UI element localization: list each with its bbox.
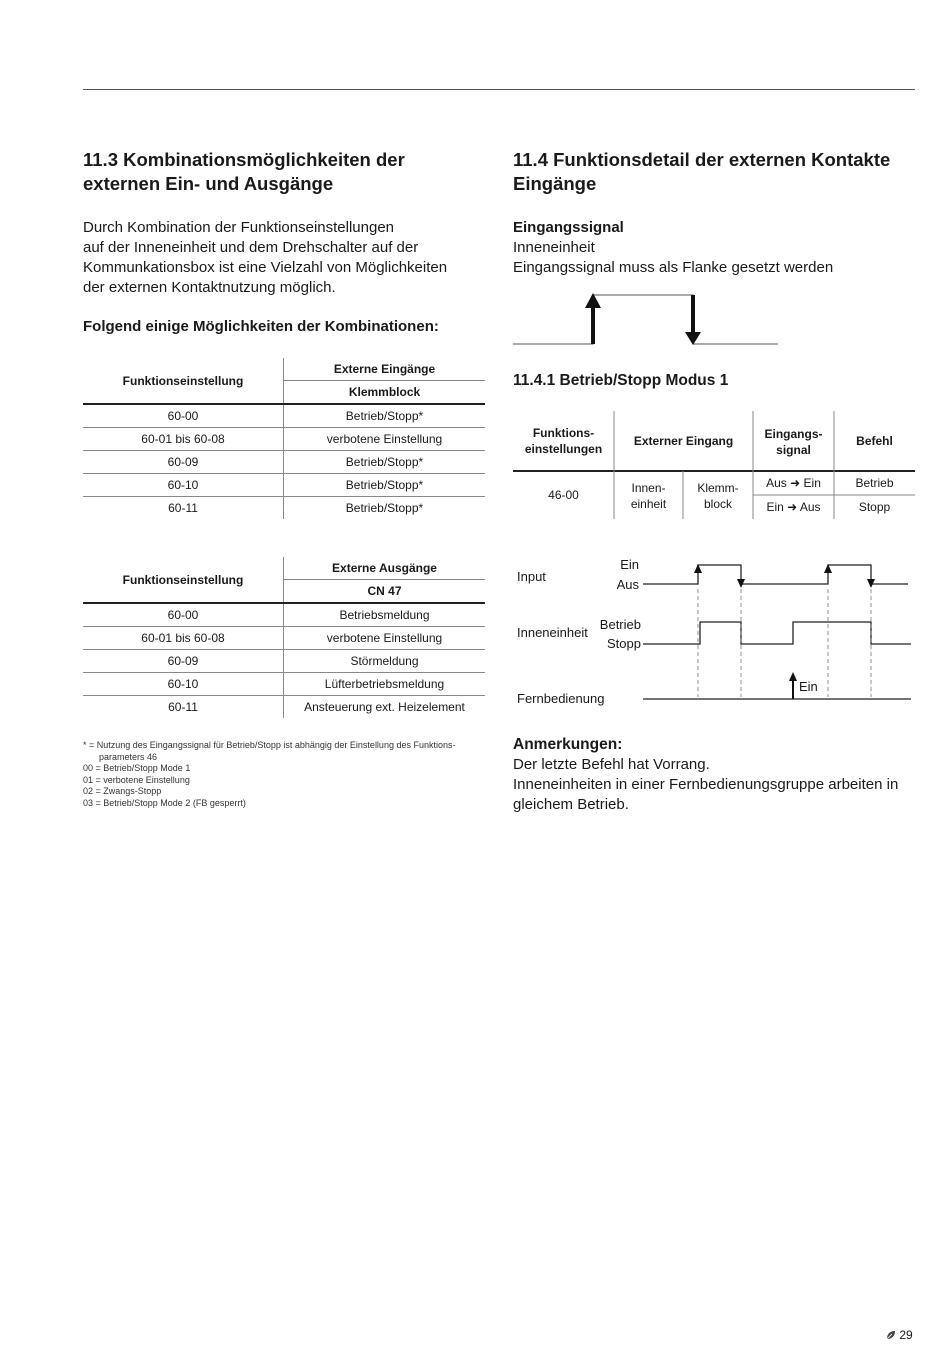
signal-aus-ein: Aus ➜ Ein <box>766 476 821 490</box>
table-row: 60-00 Betriebsmeldung <box>83 603 485 627</box>
remote-ein-label: Ein <box>799 679 818 694</box>
header-befehl: Befehl <box>856 434 893 448</box>
table-row: 60-09 Störmeldung <box>83 650 485 673</box>
section-heading-11-4: 11.4 Funktionsdetail der externen Kontakte Eingänge <box>513 149 891 194</box>
table-row: 60-01 bis 60-08 verbotene Einstellung <box>83 428 485 451</box>
header-extern: Externer Eingang <box>633 434 734 448</box>
arrow-right-icon: ➜ <box>790 476 801 490</box>
section-heading-11-3: 11.3 Kombinationsmöglichkeiten der externen Ein- und Ausgänge <box>83 149 405 194</box>
unit-label: Inneneinheit <box>517 625 588 640</box>
right-column <box>513 148 915 278</box>
outputs-col2-subheader: CN 47 <box>284 580 486 604</box>
signal-description: Eingangssignal Inneneinheit Eingangssignal muss als Flanke gesetzt werden <box>513 218 915 278</box>
timing-diagram <box>513 553 915 713</box>
left-column <box>83 148 485 810</box>
klemm-cell: Klemm- block <box>697 481 739 511</box>
down-arrow-icon <box>685 332 701 345</box>
outputs-table <box>83 557 485 718</box>
table-row: 60-01 bis 60-08 verbotene Einstellung <box>83 627 485 650</box>
arrow-right-icon: ➜ <box>787 500 798 514</box>
inputs-col2-subheader: Klemmblock <box>284 381 486 405</box>
betrieb-label: Betrieb <box>599 617 641 632</box>
cmd-betrieb: Betrieb <box>855 476 894 490</box>
cmd-stopp: Stopp <box>858 500 891 514</box>
footnote: * = Nutzung des Eingangssignal für Betrieb/Stopp ist abhängig der Einstellung des Funktions- parameters 46 00 = Betrieb/Stopp Mode 1 01 = verbotene Einstellung 02 = Zwangs-Stopp 03 = Betrieb/Stopp Mode 2 (FB gesperrt) <box>83 740 456 808</box>
header-rule <box>83 89 915 90</box>
inputs-col2-header: Externe Eingänge <box>284 358 486 381</box>
mode-subheading: 11.4.1 Betrieb/Stopp Modus 1 <box>513 372 729 389</box>
remote-label: Fernbedienung <box>517 691 605 706</box>
intro-paragraph: Durch Kombination der Funktionseinstellungen auf der Inneneinheit und dem Drehschalter auf der Kommunkationsbox ist eine Vielzahl von Möglichkeiten der externen Kontaktnutzung möglich. <box>83 219 448 296</box>
table-row: 60-09 Betrieb/Stopp* <box>83 451 485 474</box>
ein-label: Ein <box>620 557 639 572</box>
page-number: 29 <box>886 1328 913 1342</box>
stopp-label: Stopp <box>607 636 641 651</box>
table-row: 60-10 Lüfterbetriebsmeldung <box>83 673 485 696</box>
edge-diagram <box>513 290 783 350</box>
aus-label: Aus <box>616 577 639 592</box>
up-arrow-icon <box>789 672 797 681</box>
setting-value: 46-00 <box>548 488 579 502</box>
header-funktion: Funktions- einstellungen <box>524 426 603 456</box>
notes-title: Anmerkungen: <box>513 736 623 753</box>
signal-title: Eingangssignal <box>513 219 624 236</box>
outputs-col1-header: Funktionseinstellung <box>83 557 284 603</box>
table-row: 60-10 Betrieb/Stopp* <box>83 474 485 497</box>
table-row: 60-00 Betrieb/Stopp* <box>83 404 485 428</box>
inputs-col1-header: Funktionseinstellung <box>83 358 284 404</box>
combinations-subheading: Folgend einige Möglichkeiten der Kombinationen: <box>83 318 439 335</box>
outputs-col2-header: Externe Ausgänge <box>284 557 486 580</box>
table-row: 60-11 Betrieb/Stopp* <box>83 497 485 520</box>
input-label: Input <box>517 569 546 584</box>
leaf-icon <box>886 1330 896 1340</box>
inputs-table <box>83 358 485 519</box>
innen-cell: Innen- einheit <box>630 481 667 511</box>
header-signal: Eingangs- signal <box>764 427 823 457</box>
mode-table <box>513 411 915 519</box>
signal-ein-aus: Ein ➜ Aus <box>766 500 821 514</box>
notes: Anmerkungen: Der letzte Befehl hat Vorrang. Inneneinheiten in einer Fernbedienungsgruppe arbeiten in gleichem Betrieb. <box>513 735 933 815</box>
table-row: 60-11 Ansteuerung ext. Heizelement <box>83 696 485 719</box>
